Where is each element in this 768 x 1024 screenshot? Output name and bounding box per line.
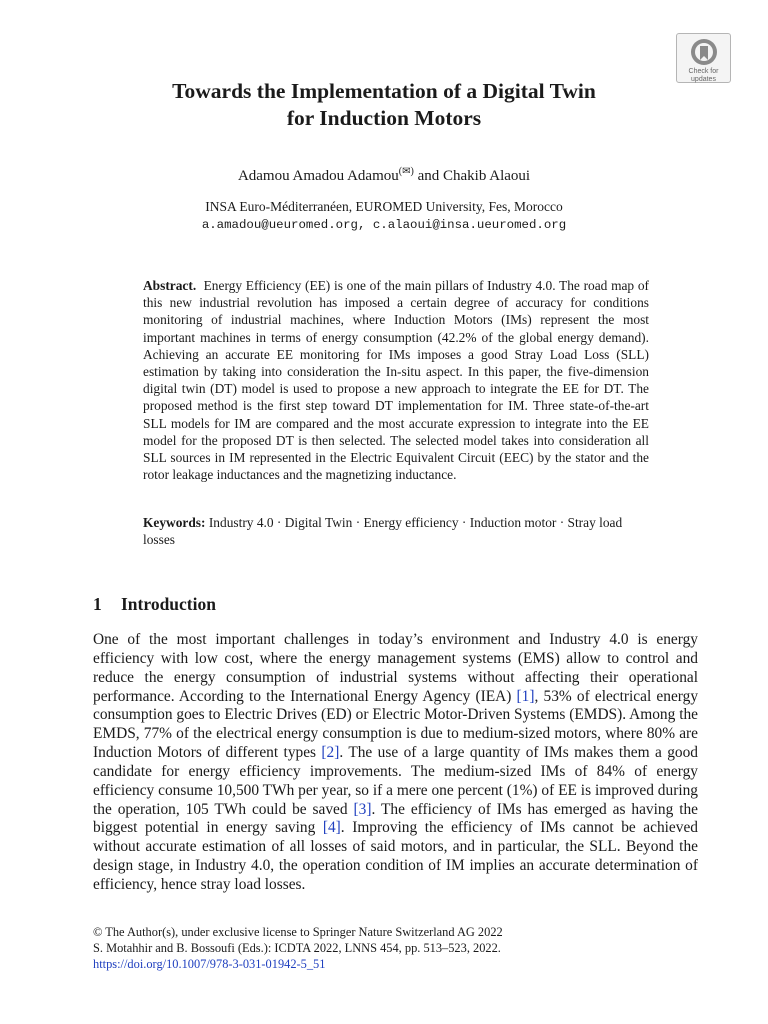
citation-link-2[interactable]: [2] [321,744,340,762]
citation-link-1[interactable]: [1] [516,687,535,705]
section-number: 1 [93,594,102,614]
author-2: Chakib Alaoui [442,168,531,184]
copyright-line: © The Author(s), under exclusive license to Springer Nature Switzerland AG 2022 [93,925,503,939]
author-emails[interactable]: a.amadou@ueuromed.org, c.alaoui@insa.ueuromed.org [201,218,567,232]
title-line-1: Towards the Implementation of a Digital Twin [172,79,596,103]
section-title: Introduction [121,594,216,614]
abstract [143,277,649,483]
title-line-2: for Induction Motors [286,106,482,130]
author-1: Adamou Amadou Adamou [237,168,399,184]
corresponding-author-mark[interactable]: (✉) [398,166,414,177]
proceedings-line: S. Motahhir and B. Bossoufi (Eds.): ICDTA 2022, LNNS 454, pp. 513–523, 2022. [93,941,501,955]
introduction-paragraph [93,631,698,895]
intro-text-5: . Improving the efficiency of IMs cannot be achieved without accurate estimation of all losses of said motors, and in particular, the SLL. Beyond the design stage, in Industry 4.0, the operation condition of IM implies an accurate determination of efficiency, hence stray load losses. [93,819,698,893]
citation-link-4[interactable]: [4] [322,819,341,837]
footer [93,924,713,972]
check-for-updates-icon [689,37,719,67]
doi-link[interactable]: https://doi.org/10.1007/978-3-031-01942-5_51 [93,957,326,971]
section-heading [93,593,216,615]
intro-text-3: . The use of a large quantity of IMs makes them a good candidate for energy efficiency improvements. The medium-sized IMs of 84% of energy efficiency consume 10,500 TWh per year, so if a mere one percent (1%) of EE is improved during the operation, 105 TWh could be saved [93,744,698,818]
abstract-label: Abstract. [143,278,197,293]
citation-link-3[interactable]: [3] [353,800,372,818]
intro-text-1: One of the most important challenges in today’s environment and Industry 4.0 is energy efficiency with low cost, where the energy management systems (EMS) allow to control and reduce the energy consumption of industrial systems without affecting their operational performance. According to the International Energy Agency (IEA) [93,631,698,705]
author-joiner: and [413,168,443,184]
intro-text-2: , 53% of electrical energy consumption goes to Electric Drives (ED) or Electric Motor-Driven Systems (EMDS). Among the EMDS, 77% of the electrical energy consumption is due to medium-sized motors, where 80% are Induction Motors of different types [93,687,699,762]
intro-text-4: . The efficiency of IMs has emerged as having the biggest potential in energy saving [93,800,698,837]
keywords [143,514,649,548]
badge-label: Check for updates [688,68,719,83]
abstract-text: Energy Efficiency (EE) is one of the main pillars of Industry 4.0. The road map of this new industrial revolution has imposed a certain degree of accuracy for conditions monitoring of industrial machines, where Induction Motors (IMs) represent the most important machines in terms of energy consumption (42.2% of the global energy demand). Achieving an accurate EE monitoring for IMs imposes a good Stray Load Loss (SLL) estimation by taking into consideration the In-situ aspect. In this paper, the five-dimension digital twin (DT) model is used to propose a new approach to integrate the EE for DT. The proposed method is the first step toward DT implementation for IM. Three state-of-the-art SLL models for IM are compared and the most accurate expression to integrate into the EE model for the proposed DT is then selected. The selected model takes into consideration all SLL sources in IM represented in the Electric Equivalent Circuit (EEC) by the stator and the rotor leakage inductances and the magnetizing inductance. [143,278,649,483]
keywords-label: Keywords: [143,515,206,530]
check-for-updates-badge[interactable] [676,33,731,83]
author-list [0,163,768,185]
affiliation: INSA Euro-Méditerranéen, EUROMED University, Fes, Morocco [205,199,563,214]
paper-title [0,78,768,132]
keywords-text: Industry 4.0 · Digital Twin · Energy efficiency · Induction motor · Stray load losses [143,515,623,548]
